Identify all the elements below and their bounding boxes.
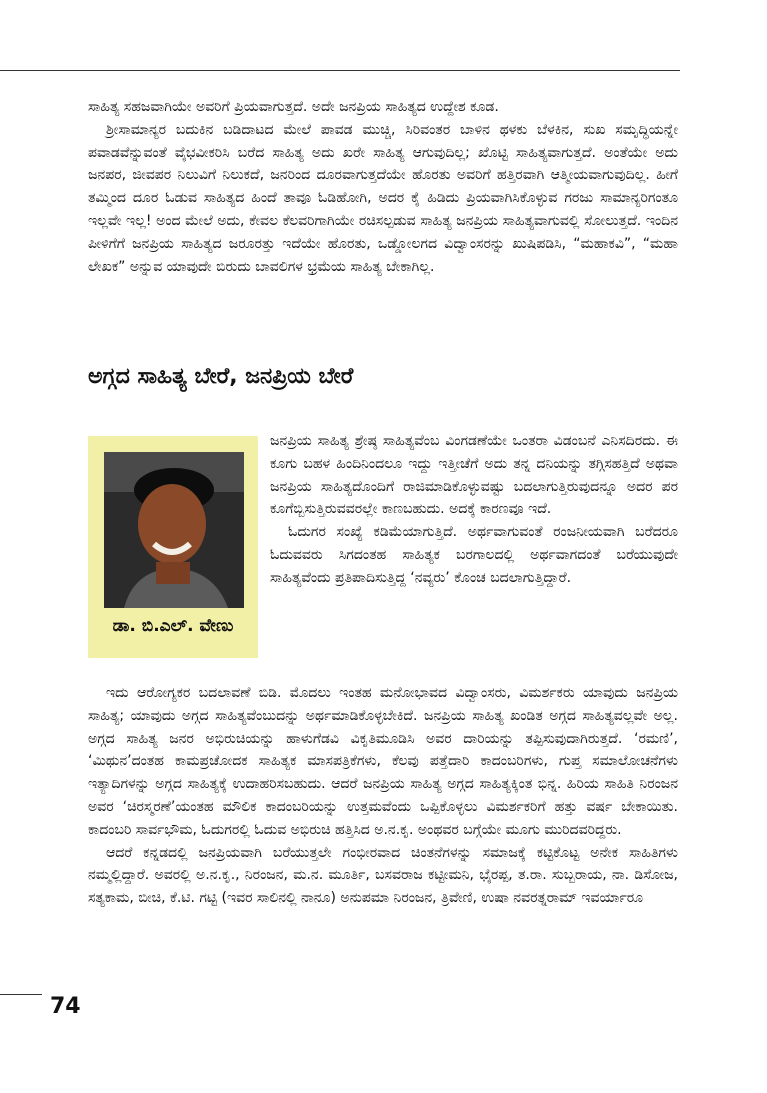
author-photo (104, 452, 244, 608)
lower-text (88, 682, 678, 910)
paragraph-2: ಶ್ರೀಸಾಮಾನ್ಯರ ಬದುಕಿನ ಬಡಿದಾಟದ ಮೇಲೆ ಪಾವಡ ಮುಚ್ಚಿ, ಸಿರಿವಂತರ ಬಾಳಿನ ಥಳಕು ಬೆಳಕಿನ, ಸುಖ ಸಮೃದ್ಧಿಯನ್ನೇ ಪವಾಡವೆನ್ನುವಂತೆ ವೈಭವೀಕರಿಸಿ ಬರೆದ ಸಾಹಿತ್ಯ ಅದು ಖರೇ ಸಾಹಿತ್ಯ ಆಗುವುದಿಲ್ಲ; ಖೊಟ್ಟಿ ಸಾಹಿತ್ಯವಾಗುತ್ತದೆ. ಅಂತೆಯೇ ಅದು ಜನಪರ, ಜೀವಪರ ನಿಲುವಿಗೆ ನಿಲುಕದೆ, ಜನರಿಂದ ದೂರವಾಗುತ್ತದೆಯೇ ಹೊರತು ಅವರಿಗೆ ಹತ್ತಿರವಾಗಿ ಆತ್ಮೀಯವಾಗುವುದಿಲ್ಲ. ಹೀಗೆ ತಮ್ಮಿಂದ ದೂರ ಓಡುವ ಸಾಹಿತ್ಯದ ಹಿಂದೆ ತಾವೂ ಓಡಿಹೋಗಿ, ಅದರ ಕೈ ಹಿಡಿದು ಪ್ರಿಯವಾಗಿಸಿಕೊಳ್ಳುವ ಗರಜು ಸಾಮಾನ್ಯರಿಗಂತೂ ಇಲ್ಲವೇ ಇಲ್ಲ! ಅಂದ ಮೇಲೆ ಅದು, ಕೇವಲ ಕೆಲವರಿಗಾಗಿಯೇ ರಚಿಸಲ್ಪಡುವ ಸಾಹಿತ್ಯ ಜನಪ್ರಿಯ ಸಾಹಿತ್ಯವಾಗುವಲ್ಲಿ ಸೋಲುತ್ತದೆ. ಇಂದಿನ ಪೀಳಿಗೆಗೆ ಜನಪ್ರಿಯ ಸಾಹಿತ್ಯದ ಜರೂರತ್ತು ಇದೆಯೇ ಹೊರತು, ಒಡ್ಡೋಲಗದ ವಿದ್ವಾಂಸರನ್ನು ಖುಷಿಪಡಿಸಿ, “ಮಹಾಕವಿ”, “ಮಹಾ ಲೇಖಕ” ಅನ್ನುವ ಯಾವುದೇ ಬಿರುದು ಬಾವಲಿಗಳ ಭ್ರಮೆಯ ಸಾಹಿತ್ಯ ಬೇಕಾಗಿಲ್ಲ. (88, 121, 678, 275)
wrap-paragraph-2: ಓದುಗರ ಸಂಖ್ಯೆ ಕಡಿಮೆಯಾಗುತ್ತಿದೆ. ಅರ್ಥವಾಗುವಂತೆ ರಂಜನೀಯವಾಗಿ ಬರೆದರೂ ಓದುವವರು ಸಿಗದಂತಹ ಸಾಹಿತ್ಯಕ ಬರಗಾಲದಲ್ಲಿ ಅರ್ಥವಾಗದಂತೆ ಬರೆಯುವುದೇ ಸಾಹಿತ್ಯವೆಂದು ಪ್ರತಿಪಾದಿಸುತ್ತಿದ್ದ ‘ನವ್ಯರು’ ಕೊಂಚ ಬದಲಾಗುತ್ತಿದ್ದಾರೆ. (270, 524, 678, 586)
paragraph-4: ಆದರೆ ಕನ್ನಡದಲ್ಲಿ ಜನಪ್ರಿಯವಾಗಿ ಬರೆಯುತ್ತಲೇ ಗಂಭೀರವಾದ ಚಿಂತನೆಗಳನ್ನು ಸಮಾಜಕ್ಕೆ ಕಟ್ಟಿಕೊಟ್ಟ ಅನೇಕ ಸಾಹಿತಿಗಳು ನಮ್ಮಲ್ಲಿದ್ದಾರೆ. ಅವರಲ್ಲಿ ಅ.ನ.ಕೃ., ನಿರಂಜನ, ಮ.ನ. ಮೂರ್ತಿ, ಬಸವರಾಜ ಕಟ್ಟೀಮನಿ, ಭೈರಪ್ಪ, ತ.ರಾ. ಸುಬ್ಬರಾಯ, ನಾ. ಡಿಸೋಜ, ಸತ್ಯಕಾಮ, ಬೀಚಿ, ಕೆ.ಟಿ. ಗಟ್ಟಿ (ಇವರ ಸಾಲಿನಲ್ಲಿ ನಾನೂ) ಅನುಪಮಾ ನಿರಂಜನ, ತ್ರಿವೇಣಿ, ಉಷಾ ನವರತ್ನರಾಮ್ ಇವರ್ಯಾರೂ (88, 844, 678, 907)
top-divider (0, 70, 680, 71)
paragraph-3: ಇದು ಆರೋಗ್ಯಕರ ಬದಲಾವಣೆ ಬಿಡಿ. ಮೊದಲು ಇಂತಹ ಮನೋಭಾವದ ವಿದ್ವಾಂಸರು, ವಿಮರ್ಶಕರು ಯಾವುದು ಜನಪ್ರಿಯ ಸಾಹಿತ್ಯ; ಯಾವುದು ಅಗ್ಗದ ಸಾಹಿತ್ಯವೆಂಬುದನ್ನು ಅರ್ಥಮಾಡಿಕೊಳ್ಳಬೇಕಿದೆ. ಜನಪ್ರಿಯ ಸಾಹಿತ್ಯ ಖಂಡಿತ ಅಗ್ಗದ ಸಾಹಿತ್ಯವಲ್ಲವೇ ಅಲ್ಲ. ಅಗ್ಗದ ಸಾಹಿತ್ಯ ಜನರ ಅಭಿರುಚಿಯನ್ನು ಹಾಳುಗೆಡವಿ ವಿಕೃತಿಮೂಡಿಸಿ ಅವರ ದಾರಿಯನ್ನು ತಪ್ಪಿಸುವುದಾಗಿರುತ್ತದೆ. ‘ರಮಣಿ’, ‘ಮಿಥುನ’ದಂತಹ ಕಾಮಪ್ರಚೋದಕ ಸಾಹಿತ್ಯಕ ಮಾಸಪತ್ರಿಕೆಗಳು, ಕೆಲವು ಪತ್ತೆದಾರಿ ಕಾದಂಬರಿಗಳು, ಗುಪ್ತ ಸಮಾಲೋಚನೆಗಳು ಇತ್ಯಾದಿಗಳನ್ನು ಅಗ್ಗದ ಸಾಹಿತ್ಯಕ್ಕೆ ಉದಾಹರಿಸಬಹುದು. ಆದರೆ ಜನಪ್ರಿಯ ಸಾಹಿತ್ಯ ಅಗ್ಗದ ಸಾಹಿತ್ಯಕ್ಕಿಂತ ಭಿನ್ನ. ಹಿರಿಯ ಸಾಹಿತಿ ನಿರಂಜನ ಅವರ ‘ಚಿರಸ್ಮರಣೆ’ಯಂತಹ ಮೌಲಿಕ ಕಾದಂಬರಿಯನ್ನು ಉತ್ತಮವೆಂದು ಒಪ್ಪಿಕೊಳ್ಳಲು ವಿಮರ್ಶಕರಿಗೆ ಹತ್ತು ವರ್ಷ ಬೇಕಾಯಿತು. ಕಾದಂಬರಿ ಸಾರ್ವಭೌಮ, ಓದುಗರಲ್ಲಿ ಓದುವ ಅಭಿರುಚಿ ಹತ್ತಿಸಿದ ಅ.ನ.ಕೃ. ಅಂಥವರ ಬಗ್ಗೆಯೇ ಮೂಗು ಮುರಿದವರಿದ್ದರು. (88, 685, 678, 838)
page-number: 74 (50, 994, 81, 1019)
author-photo-frame (88, 436, 258, 658)
wrapped-text (270, 430, 678, 590)
paragraph-1: ಸಾಹಿತ್ಯ ಸಹಜವಾಗಿಯೇ ಅವರಿಗೆ ಪ್ರಿಯವಾಗುತ್ತದೆ. ಅದೇ ಜನಪ್ರಿಯ ಸಾಹಿತ್ಯದ ಉದ್ದೇಶ ಕೂಡ. (88, 99, 499, 115)
photo-caption: ಡಾ. ಬಿ.ಎಲ್. ವೇಣು (112, 616, 234, 636)
wrap-paragraph-1: ಜನಪ್ರಿಯ ಸಾಹಿತ್ಯ ಶ್ರೇಷ್ಠ ಸಾಹಿತ್ಯವೆಂಬ ವಿಂಗಡಣೆಯೇ ಒಂತರಾ ವಿಡಂಬನೆ ಎನಿಸದಿರದು. ಈ ಕೂಗು ಬಹಳ ಹಿಂದಿನಿಂದಲೂ ಇದ್ದು ಇತ್ತೀಚೆಗೆ ಅದು ತನ್ನ ದನಿಯನ್ನು ತಗ್ಗಿಸಹತ್ತಿದೆ ಅಥವಾ ಜನಪ್ರಿಯ ಸಾಹಿತ್ಯದೊಂದಿಗೆ ರಾಜಿಮಾಡಿಕೊಳ್ಳುವಷ್ಟು ಬದಲಾಗುತ್ತಿರುವುದನ್ನೂ ಅದರ ಪರ ಕೂಗೆಬ್ಬಿಸುತ್ತಿರುವವರಲ್ಲೇ ಕಾಣಬಹುದು. ಅದಕ್ಕೆ ಕಾರಣವೂ ಇದೆ. (270, 433, 678, 518)
section-heading: ಅಗ್ಗದ ಸಾಹಿತ್ಯ ಬೇರೆ, ಜನಪ್ರಿಯ ಬೇರೆ (88, 364, 354, 389)
footer-divider (0, 994, 42, 995)
intro-text (88, 96, 678, 278)
